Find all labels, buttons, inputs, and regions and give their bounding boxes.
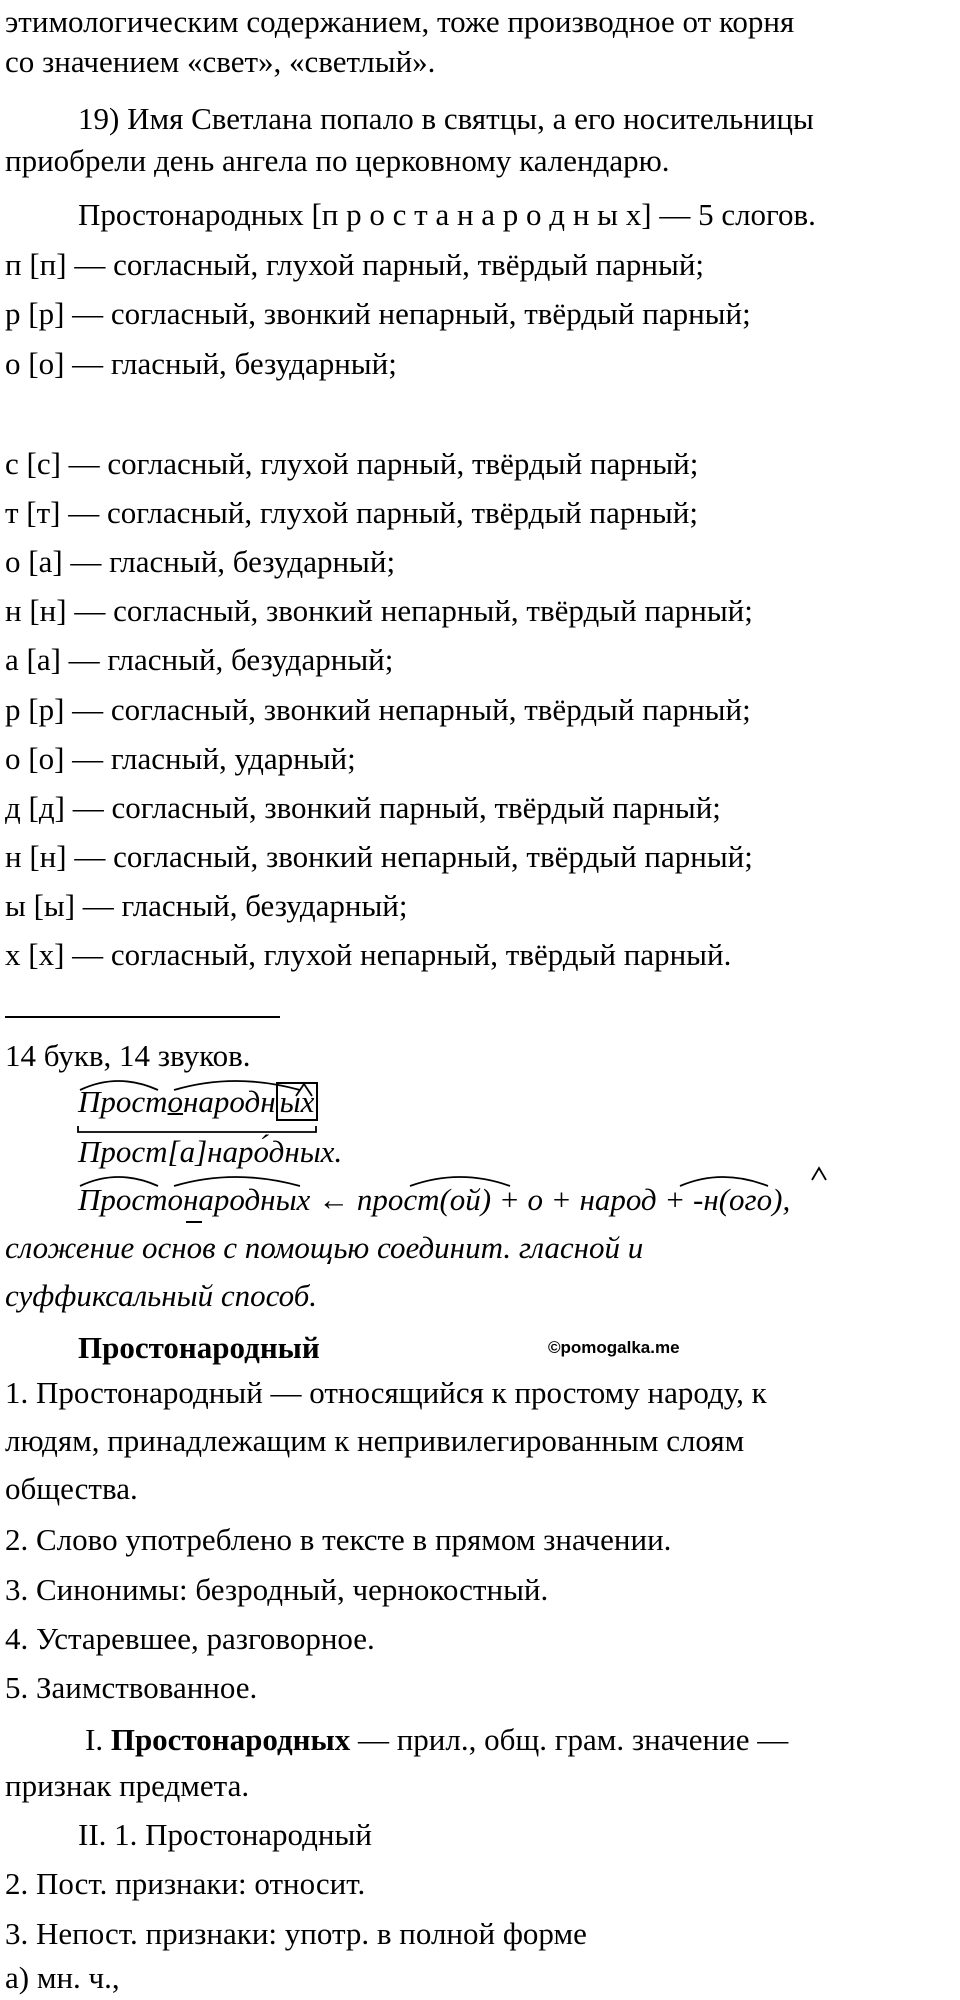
derivation-line: сложение основ с помощью соединит. гласной и [5, 1230, 644, 1265]
lexical-line: людям, принадлежащим к непривилегированным слоям [5, 1423, 745, 1458]
phonetic-line: р [р] — согласный, звонкий непарный, твёрдый парный; [5, 692, 751, 727]
morph-description: — прил., общ. грам. значение — [350, 1722, 789, 1757]
phonetic-line: о [а] — гласный, безударный; [5, 544, 396, 579]
text-line: 19) Имя Светлана попало в святцы, а его носительницы [78, 101, 814, 136]
morpheme-ending: ых [276, 1082, 319, 1121]
morpheme-root-2: народн [183, 1084, 276, 1119]
phonetic-line: ы [ы] — гласный, безударный; [5, 888, 408, 923]
lexical-heading: Простонародный [78, 1330, 320, 1365]
morpheme-root-1: Прост [78, 1084, 168, 1119]
phonetic-line: н [н] — согласный, звонкий непарный, твёрдый парный; [5, 839, 753, 874]
lexical-line: 1. Простонародный — относящийся к простому народу, к [5, 1375, 767, 1410]
orthoepy: Прост[а]наро́дных. [78, 1134, 343, 1169]
morphemic-parse [5, 1082, 955, 1122]
lexical-line: 4. Устаревшее, разговорное. [5, 1621, 375, 1656]
derivation-word: Простонародных [78, 1182, 311, 1217]
transcription-open-bracket: [ [311, 197, 322, 232]
transcription-line [5, 195, 955, 235]
lexical-line: общества. [5, 1471, 138, 1506]
phonetic-line: т [т] — согласный, глухой парный, твёрдый парный; [5, 495, 698, 530]
phonetic-line: а [а] — гласный, безударный; [5, 642, 394, 677]
divider [5, 1016, 280, 1018]
phonetic-line: д [д] — согласный, звонкий парный, твёрдый парный; [5, 790, 721, 825]
text-line: приобрели день ангела по церковному календарю. [5, 143, 670, 178]
phonetic-line: х [х] — согласный, глухой непарный, твёрдый парный. [5, 937, 732, 972]
phonetic-line: р [р] — согласный, звонкий непарный, твёрдый парный; [5, 296, 751, 331]
lexical-line: 5. Заимствованное. [5, 1670, 258, 1705]
lexical-line: 3. Синонимы: безродный, чернокостный. [5, 1572, 549, 1607]
derivation-line [5, 1180, 955, 1220]
morph-line [5, 1720, 955, 1760]
transcription-close-bracket: ] [641, 197, 652, 232]
letter-sound-count: 14 букв, 14 звуков. [5, 1038, 251, 1073]
morph-line: II. 1. Простонародный [78, 1817, 372, 1852]
watermark: ©pomogalka.me [548, 1338, 680, 1357]
phonetic-line: н [н] — согласный, звонкий непарный, твёрдый парный; [5, 593, 753, 628]
phonetic-line: п [п] — согласный, глухой парный, твёрдый парный; [5, 247, 705, 282]
morph-word: Простонародных [110, 1722, 351, 1757]
phonetic-line: о [о] — гласный, ударный; [5, 741, 356, 776]
morph-line: признак предмета. [5, 1768, 250, 1803]
syllable-count: — 5 слогов. [651, 197, 816, 232]
morph-line: 2. Пост. признаки: относит. [5, 1866, 366, 1901]
derivation-formula: ← прост(ой) + о + народ + -н(ого), [310, 1182, 791, 1217]
phonetic-line: с [с] — согласный, глухой парный, твёрдый парный; [5, 446, 699, 481]
text-line: со значением «свет», «светлый». [5, 44, 436, 79]
transcription: п р о с т а н а р о д н ы х [321, 197, 642, 232]
lexical-line: 2. Слово употреблено в тексте в прямом значении. [5, 1522, 672, 1557]
morph-section-number: I. [85, 1722, 111, 1757]
morpheme-connecting-vowel: о [167, 1084, 184, 1119]
morph-line: а) мн. ч., [5, 1960, 120, 1995]
morph-line: 3. Непост. признаки: употр. в полной форме [5, 1916, 587, 1951]
phonetic-line: о [о] — гласный, безударный; [5, 346, 397, 381]
analyzed-word: Простонародных [78, 197, 304, 232]
derivation-line: суффиксальный способ. [5, 1278, 318, 1313]
text-line: этимологическим содержанием, тоже производное от корня [5, 4, 795, 39]
